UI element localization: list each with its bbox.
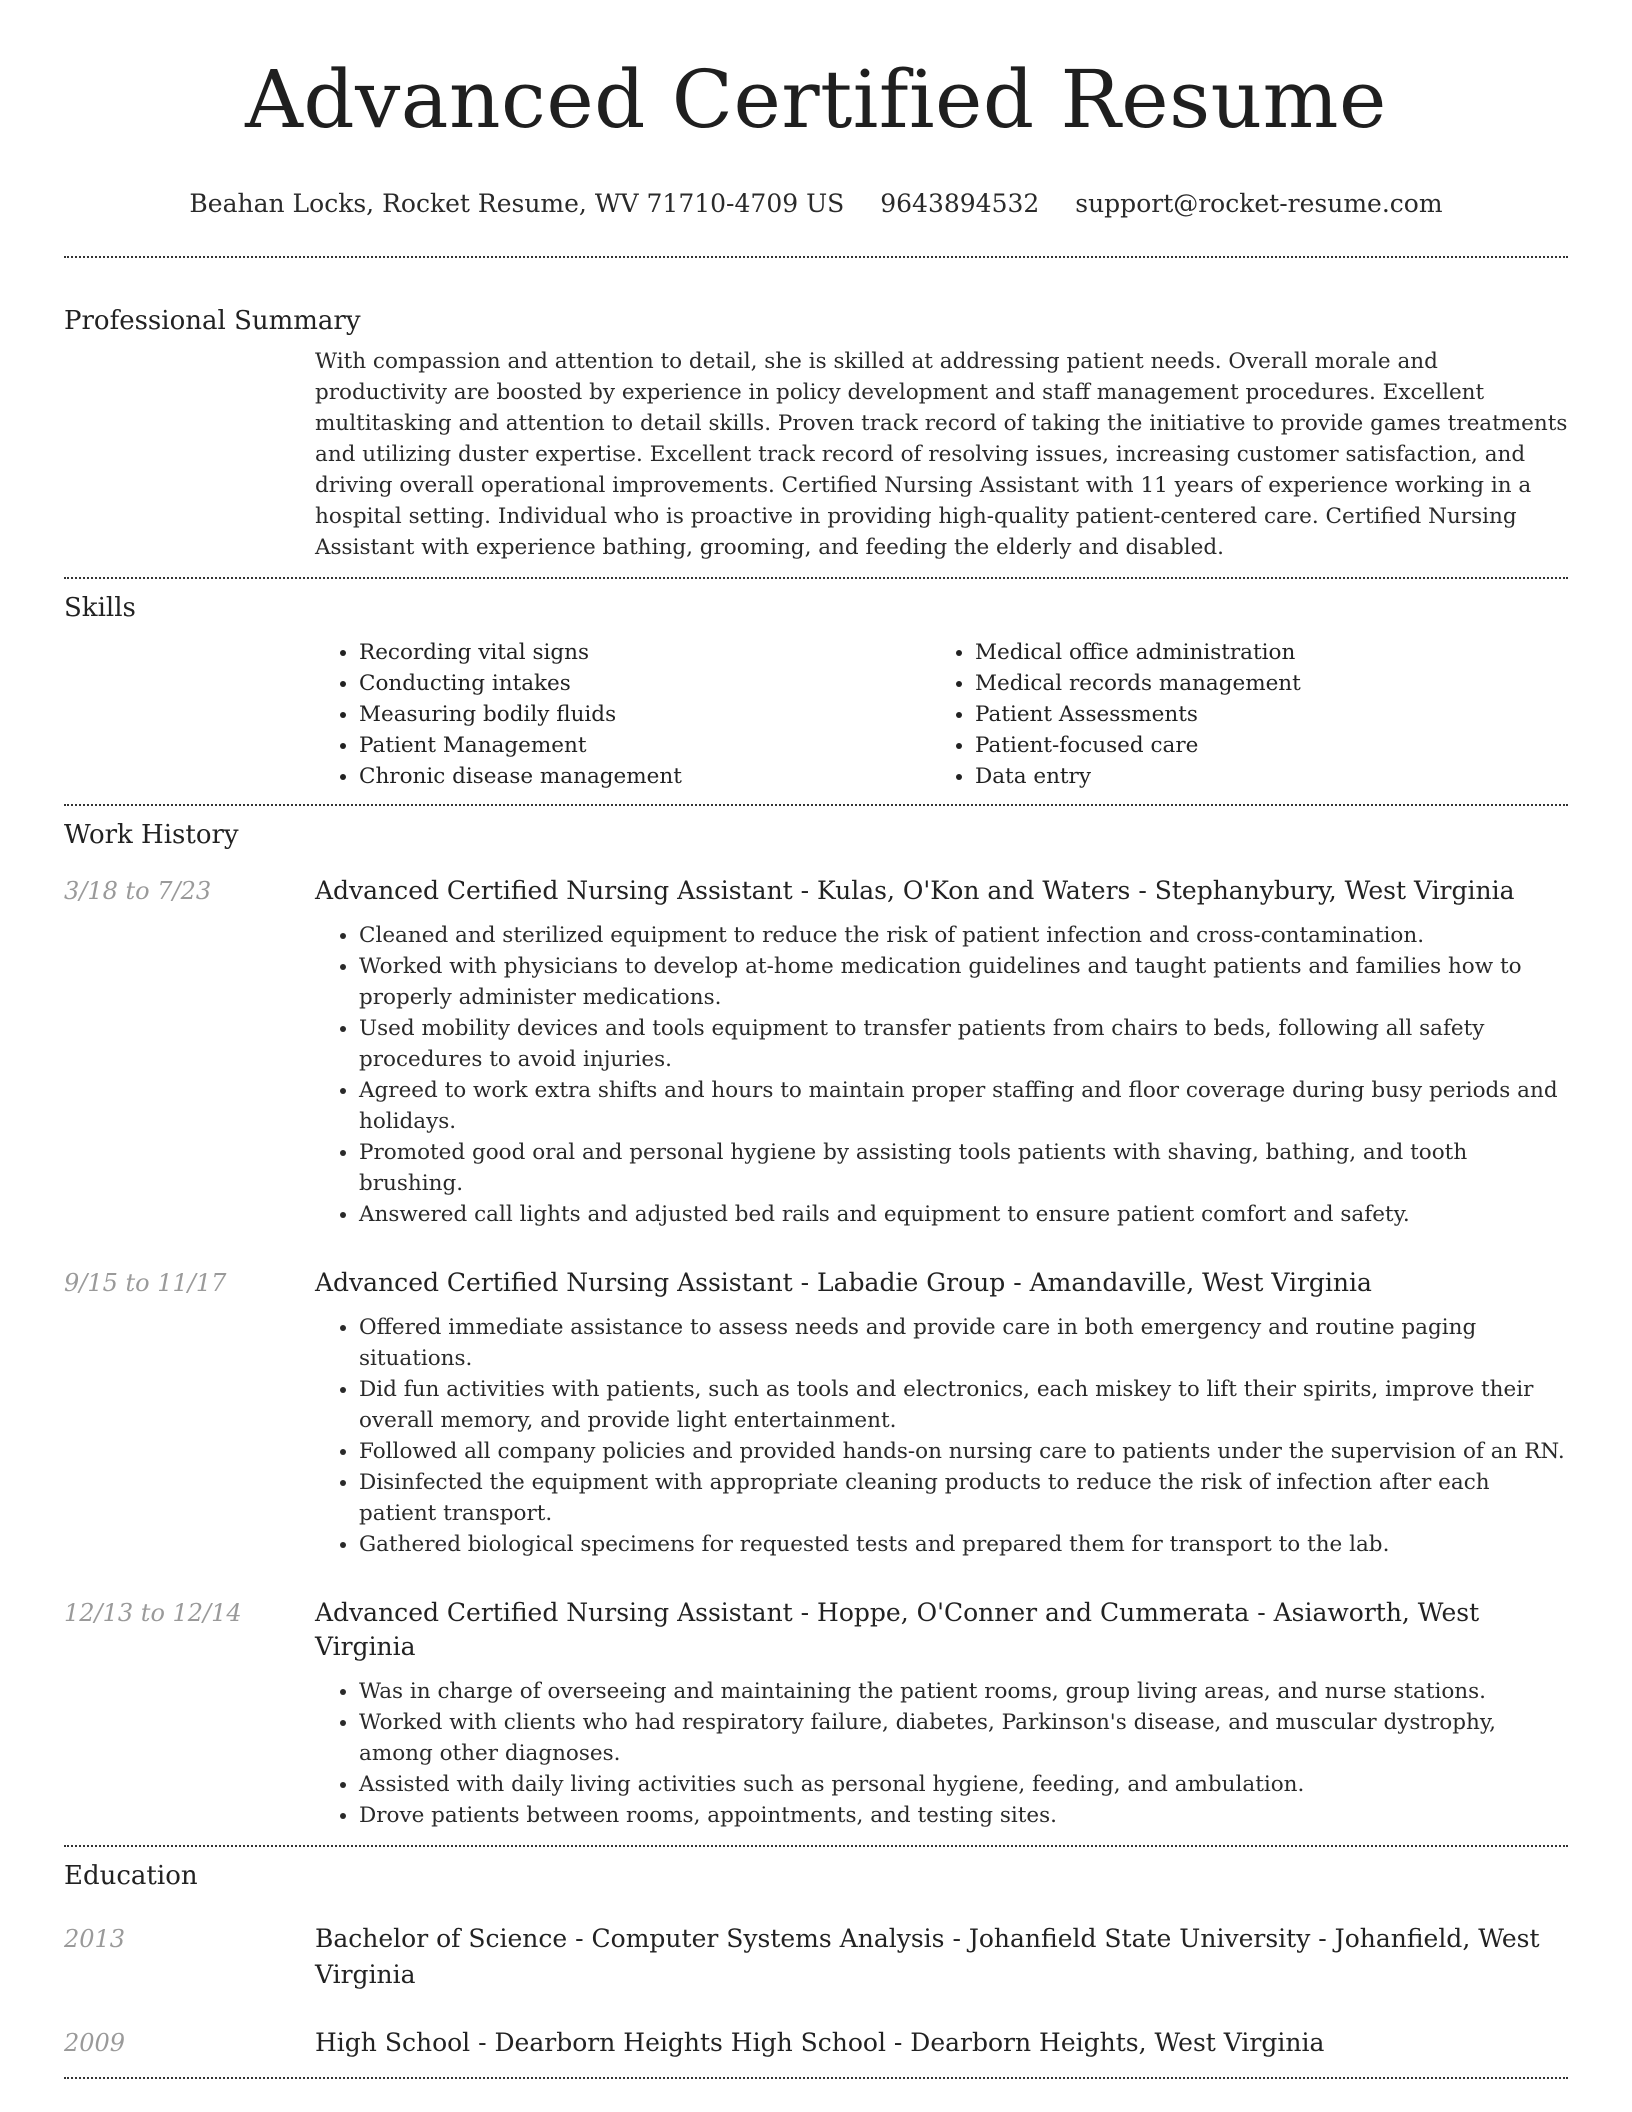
- skill-item: • Medical records management: [975, 668, 1547, 699]
- job-bullet: • Did fun activities with patients, such as tools and electronics, each miskey to lift their spirits, improve their overall memory, and provide light entertainment.: [359, 1374, 1568, 1436]
- job-bullet: • Followed all company policies and provided hands-on nursing care to patients under the supervision of an RN.: [359, 1436, 1568, 1467]
- job-bullet: • Worked with physicians to develop at-home medication guidelines and taught patients and families how to properly administer medications.: [359, 951, 1568, 1013]
- job-title: Advanced Certified Nursing Assistant - Labadie Group - Amandaville, West Virginia: [315, 1268, 1372, 1297]
- skill-item: • Patient-focused care: [975, 730, 1547, 761]
- job-bullets: [315, 1676, 1568, 1831]
- skill-item: • Patient Management: [359, 730, 931, 761]
- skill-item: • Conducting intakes: [359, 668, 931, 699]
- education-entry: [64, 2025, 1568, 2061]
- job-bullet: • Assisted with daily living activities such as personal hygiene, feeding, and ambulation.: [359, 1769, 1568, 1800]
- contact-address: Beahan Locks, Rocket Resume, WV 71710-4709 US: [189, 189, 845, 218]
- skills-section: [64, 579, 1568, 804]
- job-bullet: • Cleaned and sterilized equipment to reduce the risk of patient infection and cross-contamination.: [359, 920, 1568, 951]
- skill-item: • Medical office administration: [975, 637, 1547, 668]
- education-text: High School - Dearborn Heights High School - Dearborn Heights, West Virginia: [315, 2028, 1325, 2057]
- skill-item: • Measuring bodily fluids: [359, 699, 931, 730]
- summary-section: [64, 258, 1568, 577]
- job-entry: [64, 1266, 1568, 1560]
- skill-item: • Recording vital signs: [359, 637, 931, 668]
- job-bullets: [315, 1312, 1568, 1560]
- skills-grid: [315, 637, 1568, 804]
- job-dates: 9/15 to 11/17: [64, 1269, 227, 1297]
- skill-item: • Data entry: [975, 761, 1547, 792]
- education-section: [64, 1847, 1568, 2077]
- job-bullet: • Answered call lights and adjusted bed rails and equipment to ensure patient comfort and safety.: [359, 1199, 1568, 1230]
- job-entry: [64, 1596, 1568, 1831]
- job-entry: [64, 874, 1568, 1230]
- job-bullet: • Disinfected the equipment with appropriate cleaning products to reduce the risk of infection after each patient transport.: [359, 1467, 1568, 1529]
- job-dates: 3/18 to 7/23: [64, 877, 212, 905]
- education-heading: Education: [64, 1861, 198, 1891]
- job-bullets: [315, 920, 1568, 1230]
- job-dates: 12/13 to 12/14: [64, 1599, 242, 1627]
- job-bullet: • Drove patients between rooms, appointments, and testing sites.: [359, 1800, 1568, 1831]
- skills-heading: Skills: [64, 593, 136, 623]
- education-year: 2013: [64, 1925, 126, 1953]
- summary-heading: Professional Summary: [64, 306, 361, 336]
- skill-item: • Chronic disease management: [359, 761, 931, 792]
- job-bullet: • Was in charge of overseeing and maintaining the patient rooms, group living areas, and nurse stations.: [359, 1676, 1568, 1707]
- work-history-section: [64, 806, 1568, 1845]
- job-bullet: • Agreed to work extra shifts and hours to maintain proper staffing and floor coverage during busy periods and holidays.: [359, 1075, 1568, 1137]
- job-bullet: • Offered immediate assistance to assess needs and provide care in both emergency and routine paging situations.: [359, 1312, 1568, 1374]
- job-title: Advanced Certified Nursing Assistant - Kulas, O'Kon and Waters - Stephanybury, West Virginia: [315, 876, 1515, 905]
- section-divider: [64, 2077, 1568, 2079]
- summary-text: With compassion and attention to detail, she is skilled at addressing patient needs. Overall morale and productivity are boosted by experience in policy development and staff management procedures. Excellent multitasking and attention to detail skills. Proven track record of taking the initiative to provide games treatments and utilizing duster expertise. Excellent track record of resolving issues, increasing customer satisfaction, and driving overall operational improvements. Certified Nursing Assistant with 11 years of experience working in a hospital setting. Individual who is proactive in providing high-quality patient-centered care. Certified Nursing Assistant with experience bathing, grooming, and feeding the elderly and disabled.: [315, 349, 1568, 560]
- job-title: Advanced Certified Nursing Assistant - Hoppe, O'Conner and Cummerata - Asiaworth, West Virginia: [315, 1598, 1480, 1661]
- contact-email[interactable]: support@rocket-resume.com: [1075, 189, 1443, 218]
- job-bullet: • Used mobility devices and tools equipment to transfer patients from chairs to beds, following all safety procedures to avoid injuries.: [359, 1013, 1568, 1075]
- job-bullet: • Promoted good oral and personal hygiene by assisting tools patients with shaving, bathing, and tooth brushing.: [359, 1137, 1568, 1199]
- contact-line: [64, 188, 1568, 220]
- resume-page: [64, 0, 1568, 2079]
- contact-phone: 9643894532: [880, 189, 1040, 218]
- education-entry: [64, 1921, 1568, 1993]
- education-year: 2009: [64, 2029, 126, 2057]
- job-bullet: • Gathered biological specimens for requested tests and prepared them for transport to the lab.: [359, 1529, 1568, 1560]
- education-text: Bachelor of Science - Computer Systems Analysis - Johanfield State University - Johanfield, West Virginia: [315, 1924, 1540, 1989]
- work-history-heading: Work History: [64, 820, 239, 850]
- skill-item: • Patient Assessments: [975, 699, 1547, 730]
- resume-title: Advanced Certified Resume: [245, 53, 1387, 146]
- job-bullet: • Worked with clients who had respiratory failure, diabetes, Parkinson's disease, and muscular dystrophy, among other diagnoses.: [359, 1707, 1568, 1769]
- skills-list-right: [931, 637, 1547, 792]
- skills-list-left: [315, 637, 931, 792]
